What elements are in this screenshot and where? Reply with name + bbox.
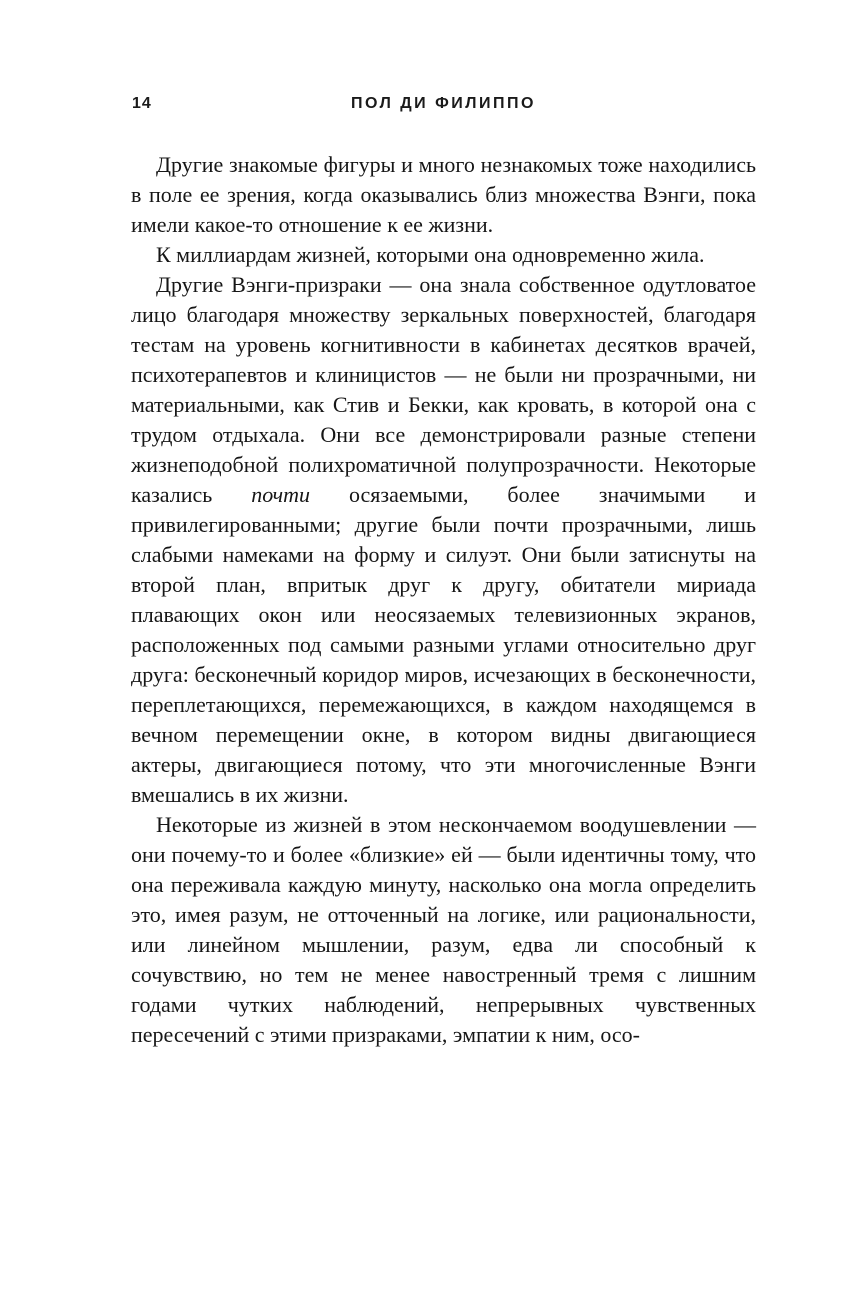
paragraph-4: Некоторые из жизней в этом нескончаемом воодушевлении — они почему-то и более «близкие» ей — были идентичны тому, что она переживала каждую минуту, насколько она могла определить это, имея разум, не отточенный на логике, или рациональности, или линейном мышлении, разум, едва ли способный к сочувствию, но тем не менее навостренный тремя с лишним годами чутких наблюдений, непрерывных чувственных пересечений с этими призраками, эмпатии к ним, осо-	[131, 812, 756, 1047]
paragraph-3-text: Другие Вэнги-призраки — она знала собственное одутловатое лицо благодаря множеству зеркальных поверхностей, благодаря тестам на уровень когнитивности в кабинетах десятков врачей, психотерапевтов и клиницистов — не были ни прозрачными, ни материальными, как Стив и Бекки, как кровать, в которой она с трудом отдыхала. Они все демонстрировали разные степени жизнеподобной полихроматичной полупрозрачности. Некоторые казались	[131, 272, 756, 507]
paragraph-3-text-continued: осязаемыми, более значимыми и привилегированными; другие были почти прозрачными, лишь слабыми намеками на форму и силуэт. Они были затиснуты на второй план, впритык друг к другу, обитатели мириада плавающих окон или неосязаемых телевизионных экранов, расположенных под самыми разными углами относительно друг друга: бесконечный коридор миров, исчезающих в бесконечности, переплетающихся, перемежающихся, в каждом находящемся в вечном перемещении окне, в котором видны двигающиеся актеры, двигающиеся потому, что эти многочисленные Вэнги вмешались в их жизни.	[131, 482, 756, 807]
page-number: 14	[132, 95, 152, 112]
paragraph-2: К миллиардам жизней, которыми она одновременно жила.	[156, 242, 705, 267]
page-body	[131, 150, 756, 1050]
emphasized-word: почти	[251, 482, 311, 507]
paragraph-1: Другие знакомые фигуры и много незнакомых тоже находились в поле ее зрения, когда оказывались близ множества Вэнги, пока имели какое-то отношение к ее жизни.	[131, 152, 756, 237]
paragraph-3	[131, 270, 756, 810]
running-title: ПОЛ ДИ ФИЛИППО	[351, 95, 536, 112]
page-header	[131, 94, 756, 116]
